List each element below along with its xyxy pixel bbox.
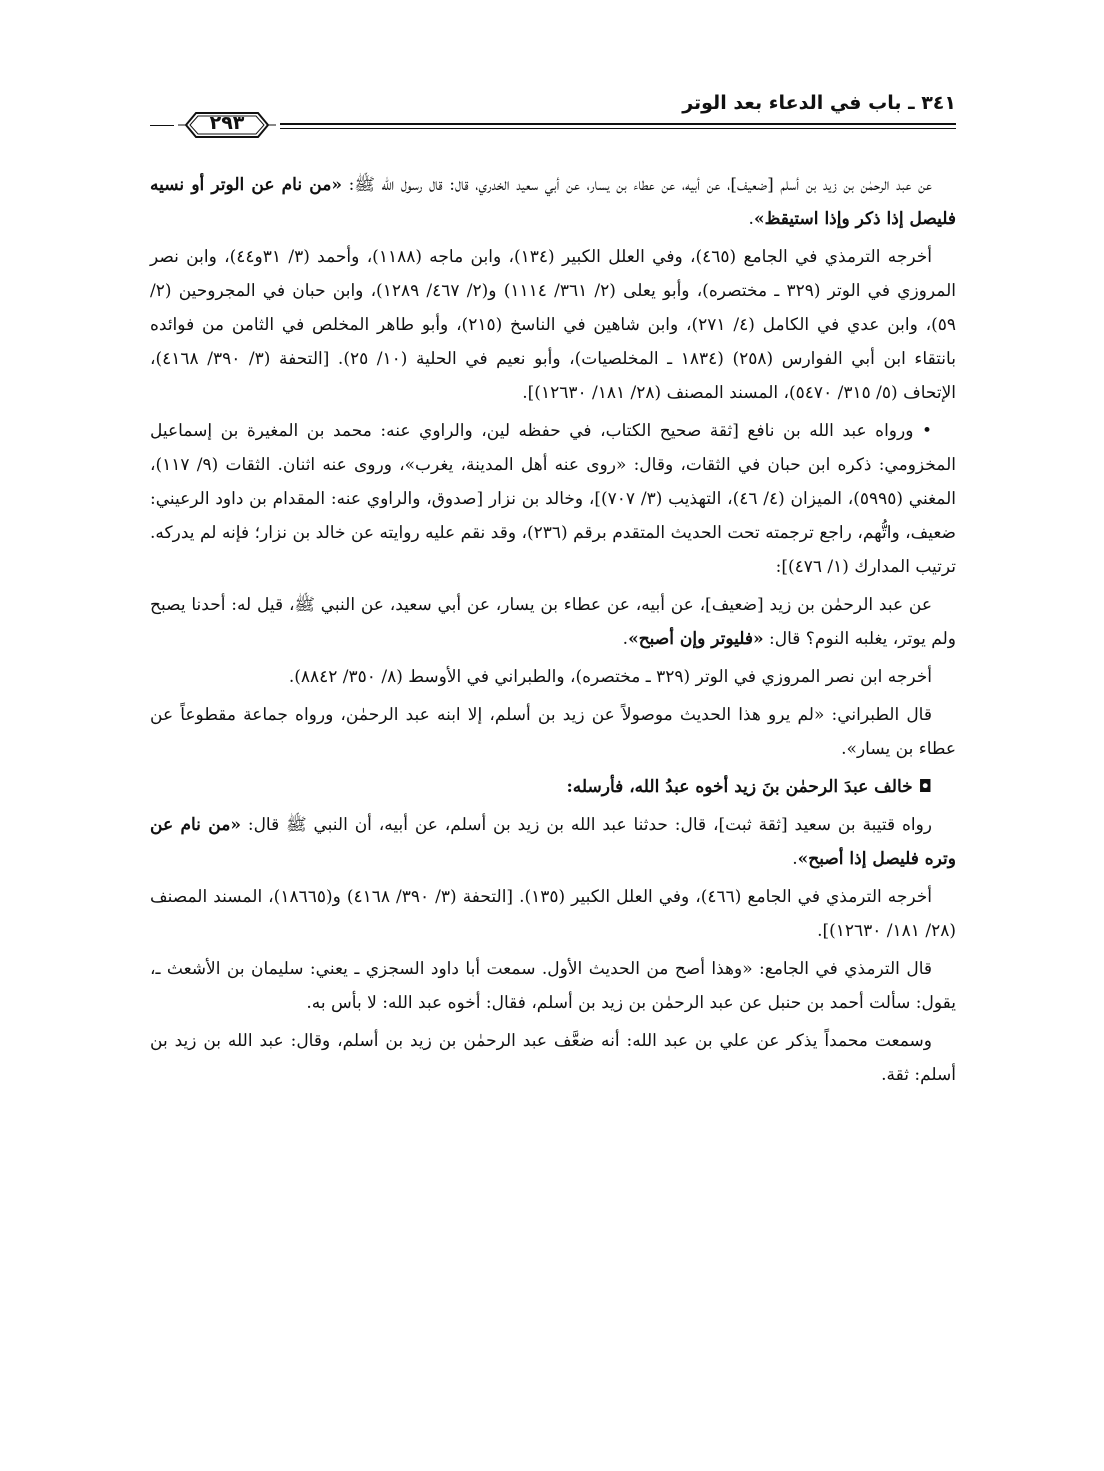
hadith-quote: «فليوتر وإن أصبح» <box>628 629 764 649</box>
header-rule <box>280 123 956 125</box>
paragraph-text: قال الترمذي في الجامع: «وهذا أصح من الحديث الأول. سمعت أبا داود السجزي ـ يعني: سليمان بن الأشعث ـ، يقول: سألت أحمد بن حنبل عن عبد الرحمٰن بن زيد بن أسلم، فقال: أخوه عبد الله: لا بأس به. <box>150 959 956 1013</box>
header-rule-thin <box>280 128 956 129</box>
page-header <box>150 92 956 140</box>
paragraph-text: وسمعت محمداً يذكر عن علي بن عبد الله: أنه ضعَّف عبد الرحمٰن بن زيد بن أسلم، وقال: عبد الله بن زيد بن أسلم: ثقة. <box>150 1031 956 1085</box>
paragraph-hadith-3 <box>150 808 956 876</box>
paragraph-text: عن عبد الرحمٰن بن زيد بن أسلم [ضعيف]، عن أبيه، عن عطاء بن يسار، عن أبي سعيد الخدري، قال: قال رسول الله ﷺ: <box>341 175 932 195</box>
paragraph-tabarani <box>150 698 956 766</box>
chapter-title: ٣٤١ ـ باب في الدعاء بعد الوتر <box>682 92 956 114</box>
paragraph-tail: . <box>748 209 754 229</box>
page-body <box>150 168 956 1096</box>
paragraph-hadith-2 <box>150 588 956 656</box>
paragraph-text: أخرجه ابن نصر المروزي في الوتر (٣٢٩ ـ مختصره)، والطبراني في الأوسط (٨/ ٣٥٠/ ٨٨٤٢). <box>288 667 932 687</box>
section-heading: ◘ خالف عبدَ الرحمٰن بنَ زيد أخوه عبدُ الله، فأرسله: <box>566 777 932 797</box>
paragraph-heading-irsal <box>150 770 956 804</box>
paragraph-tail: . <box>792 849 798 869</box>
paragraph-closing <box>150 1024 956 1092</box>
hadith-quote: «من نام عن الوتر أو نسيه فليصل إذا ذكر وإذا استيقظ» <box>150 175 956 229</box>
paragraph-text: أخرجه الترمذي في الجامع (٤٦٥)، وفي العلل الكبير (١٣٤)، وابن ماجه (١١٨٨)، وأحمد (٣/ ٣١و٤٤)، وابن نصر المروزي في الوتر (٣٢٩ ـ مختصره)، وأبو يعلى (٢/ ٣٦١/ ١١١٤) و(٢/ ٤٦٧/ ١٢٨٩)، وابن حبان في المجروحين (٢/ ٥٩)، وابن عدي في الكامل (٤/ ٢٧١)، وابن شاهين في الناسخ (٢١٥)، وأبو طاهر المخلص في الثامن من فوائده بانتقاء ابن أبي الفوارس (٢٥٨) (١٨٣٤ ـ المخلصيات)، وأبو نعيم في الحلية (١٠/ ٢٥). [التحفة (٣/ ٣٩٠/ ٤١٦٨)، الإتحاف (٥/ ٣١٥/ ٥٤٧٠)، المسند المصنف (٢٨/ ١٨١/ ١٢٦٣٠)]. <box>150 247 957 403</box>
page-number-badge <box>178 110 276 140</box>
paragraph-text: رواه قتيبة بن سعيد [ثقة ثبت]، قال: حدثنا عبد الله بن زيد بن أسلم، عن أبيه، أن النبي ﷺ قال: <box>240 815 932 835</box>
paragraph-takhrij-3 <box>150 880 956 948</box>
paragraph-takhrij-1 <box>150 240 956 410</box>
paragraph-narrators <box>150 414 956 584</box>
paragraph-text: أخرجه الترمذي في الجامع (٤٦٦)، وفي العلل الكبير (١٣٥). [التحفة (٣/ ٣٩٠/ ٤١٦٨) و(١٨٦٦٥)، المسند المصنف (٢٨/ ١٨١/ ١٢٦٣٠)]. <box>150 887 956 941</box>
paragraph-tail: . <box>622 629 629 649</box>
paragraph-text: قال الطبراني: «لم يرو هذا الحديث موصولاً عن زيد بن أسلم، إلا ابنه عبد الرحمٰن، ورواه جماعة مقطوعاً عن عطاء بن يسار». <box>150 705 956 759</box>
paragraph-tirmidhi <box>150 952 956 1020</box>
paragraph-text: عن عبد الرحمٰن بن زيد [ضعيف]، عن أبيه، عن عطاء بن يسار، عن أبي سعيد، عن النبي ﷺ، قيل له: أحدنا يصبح ولم يوتر، يغلبه النوم؟ قال: <box>150 595 956 649</box>
hadith-quote: «من نام عن وتره فليصل إذا أصبح» <box>150 815 956 869</box>
header-rule-left <box>150 125 174 126</box>
page-number: ٢٩٣ <box>209 112 245 134</box>
paragraph-hadith-1 <box>150 168 956 236</box>
paragraph-text: • ورواه عبد الله بن نافع [ثقة صحيح الكتاب، في حفظه لين، والراوي عنه: محمد بن المغيرة بن إسماعيل المخزومي: ذكره ابن حبان في الثقات، وقال: «روى عنه أهل المدينة، يغرب»، وروى عنه اثنان. الثقات (٩/ ١١٧)، المغني (٥٩٩٥)، الميزان (٤/ ٤٦)، التهذيب (٣/ ٧٠٧)]، وخالد بن نزار [صدوق، والراوي عنه: المقدام بن داود الرعيني: ضعيف، واتُّهم، راجع ترجمته تحت الحديث المتقدم برقم (٢٣٦)، وقد نقم عليه روايته عن خالد بن نزار؛ فإنه لم يدركه. ترتيب المدارك (١/ ٤٧٦)]: <box>150 421 957 577</box>
paragraph-takhrij-2 <box>150 660 956 694</box>
